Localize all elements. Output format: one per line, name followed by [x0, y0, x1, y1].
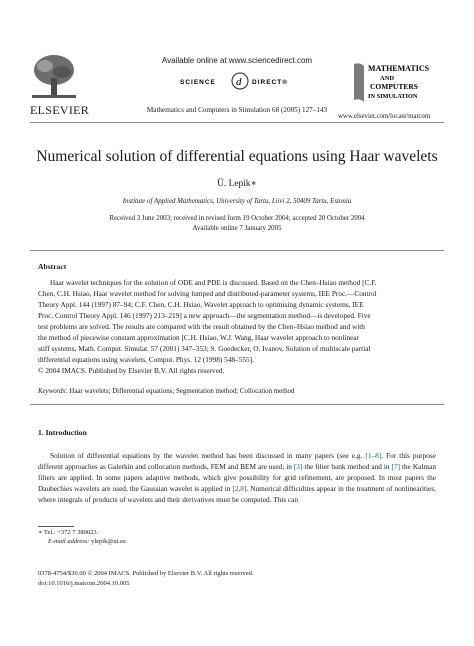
- abstract-line: stiff systems, Math. Comput. Simulat. 57 (2001) 347–353; S. Goedecker, O. Ivanov, Solution of multiscale partial: [38, 344, 371, 353]
- copyright-line: © 2004 IMACS. Published by Elsevier B.V. All rights reserved.: [38, 366, 225, 375]
- abstract-line: Theory Appl. 144 (1997) 87–94; C.F. Chen, C.H. Hsiao, Wavelet approach to optimising dynamic systems, IEE: [38, 300, 364, 309]
- sciencedirect-logo: [180, 72, 300, 90]
- footnote-email: [38, 537, 127, 546]
- keywords-label: Keywords:: [38, 388, 68, 395]
- online-date: Available online 7 January 2005: [192, 225, 282, 232]
- citation-link[interactable]: [3]: [293, 462, 303, 471]
- abstract-line: Chen, C.H. Hsiao, Haar wavelet method for solving lumped and distributed-parameter systems, IEE Proc.—Control: [38, 289, 377, 298]
- footnote: [38, 528, 127, 546]
- svg-text:d: d: [236, 76, 242, 88]
- abstract-body: [38, 277, 436, 376]
- svg-text:SCIENCE: SCIENCE: [180, 79, 216, 86]
- svg-text:DIRECT®: DIRECT®: [252, 79, 288, 86]
- abstract-top-rule: [30, 250, 444, 251]
- author-name: Ü. Lepik∗: [217, 179, 257, 189]
- journal-logo-line-2: AND: [380, 75, 395, 82]
- journal-logo: [352, 60, 436, 108]
- page-footer: [38, 569, 254, 589]
- citation-link[interactable]: [2,8]: [232, 484, 247, 493]
- journal-url[interactable]: www.elsevier.com/locate/matcom: [338, 113, 431, 120]
- abstract-heading: Abstract: [38, 262, 67, 271]
- section-heading-introduction: 1. Introduction: [38, 428, 87, 437]
- journal-logo-line-4: IN SIMULATION: [368, 93, 418, 100]
- citation-link[interactable]: [1–8]: [365, 451, 382, 460]
- issn-line: 0378-4754/$30.00 © 2004 IMACS. Published by Elsevier B.V. All rights reserved.: [38, 570, 254, 577]
- keywords: [38, 388, 294, 395]
- abstract-bottom-rule: [30, 404, 444, 405]
- keywords-list: Haar wavelets; Differential equations; Segmentation method; Collocation method: [69, 388, 295, 395]
- abstract-line: differential equations using wavelets, Comput. Phys. 12 (1998) 548–555].: [38, 355, 254, 364]
- abstract-line: test problems are solved. The results are compared with the result obtained by the Chen–Hsiao method and with: [38, 322, 365, 331]
- footnote-rule: [38, 526, 74, 527]
- article-dates: [0, 214, 474, 234]
- email-address[interactable]: ylepik@ut.ee.: [89, 538, 128, 545]
- availability-line: Available online at www.sciencedirect.com: [161, 56, 313, 65]
- email-label: E-mail address:: [48, 538, 90, 545]
- footnote-tel: ∗ Tel.: +372 7 380023.: [38, 529, 99, 536]
- publisher-name: ELSEVIER: [30, 103, 90, 117]
- article-title: Numerical solution of differential equations using Haar wavelets: [36, 148, 438, 165]
- introduction-paragraph: Solution of differential equations by the wavelet method has been discussed in many papers (see e.g. [1–8]. For this purpose different approaches as Galerkin and collocation methods, FEM and BEM are used; in [3] the filter bank method and in [7] the Kalman filters are applied. In some papers adaptive methods, which give possibility for grid refinement, are proposed. In most papers the Daubechies wavelets are used, the Gaussian wavelet is applied in [2,8]. Numerical difficulties appear in the treatment of nonlinearities, where integrals of products of wavelets and their derivatives must be computed. This can: [38, 451, 436, 504]
- received-dates: Received 3 June 2003; received in revised form 19 October 2004; accepted 20 October 2004: [109, 215, 365, 222]
- abstract-line: the method of piecewise constant approximation [C.H. Hsiao, W.J. Wang, Haar wavelet approach to nonlinear: [38, 333, 360, 342]
- doi-line[interactable]: doi:10.1016/j.matcom.2004.10.005: [38, 580, 130, 587]
- journal-citation: Mathematics and Computers in Simulation 68 (2005) 127–143: [146, 106, 328, 114]
- journal-logo-line-1: MATHEMATICS: [368, 64, 430, 73]
- citation-link[interactable]: [7]: [391, 462, 401, 471]
- journal-logo-line-3: COMPUTERS: [370, 82, 418, 91]
- abstract-line: Proc. Control Theory Appl. 146 (1997) 213–219] a new approach—the segmentation method—is developed. Five: [38, 311, 371, 320]
- affiliation: Institute of Applied Mathematics, University of Tartu, Liivi 2, 50409 Tartu, Estonia: [122, 198, 352, 205]
- header-rule: [30, 122, 444, 123]
- abstract-line: Haar wavelet techniques for the solution of ODE and PDE is discussed. Based on the Chen–Hsiao method [C.F.: [50, 278, 377, 287]
